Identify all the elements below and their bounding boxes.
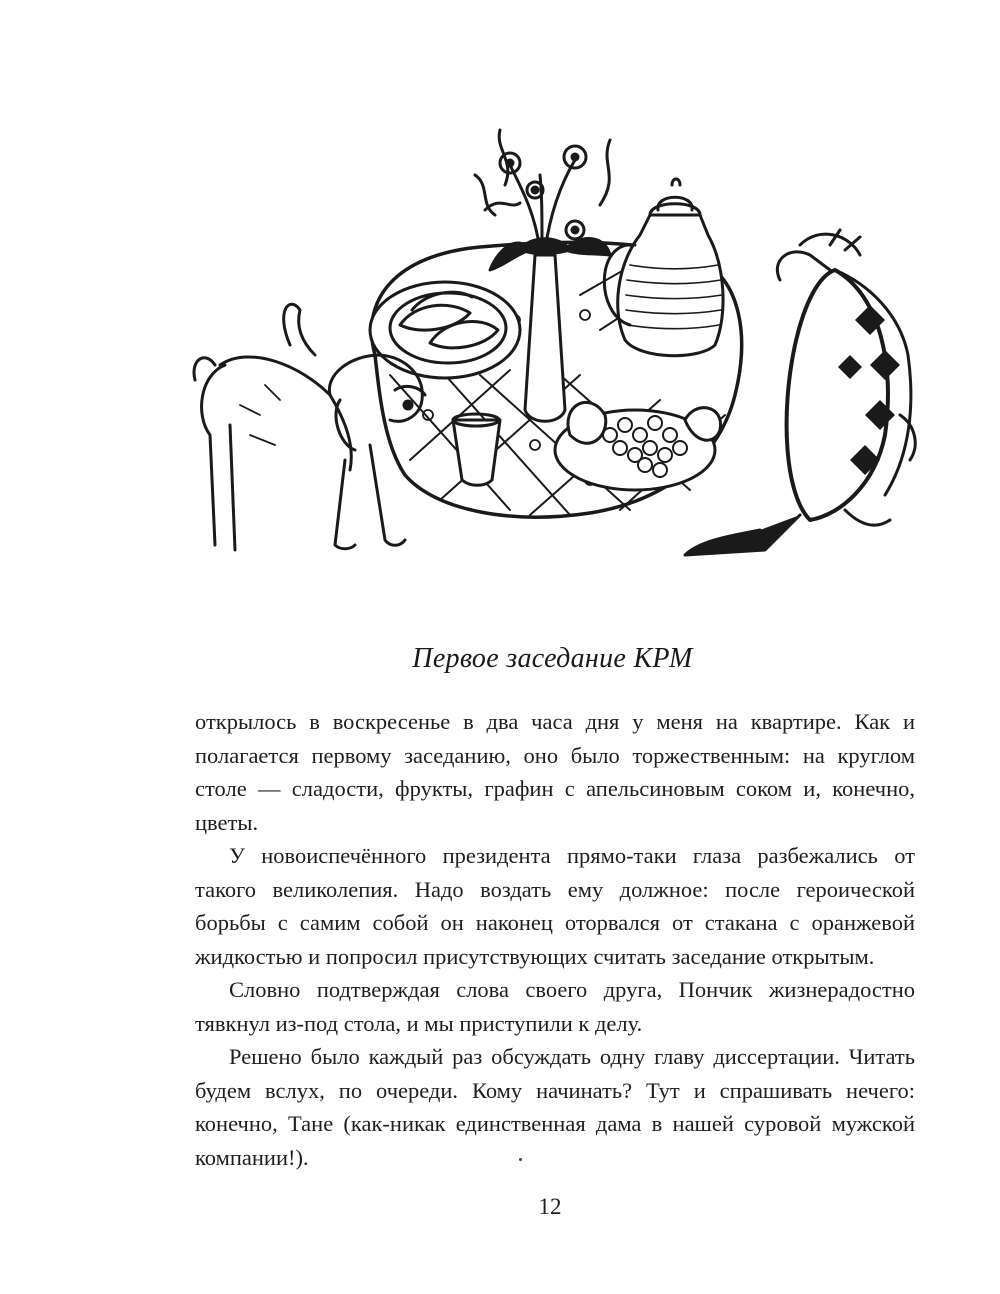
page-number: 12 [538, 1194, 562, 1219]
paragraph: У новоиспечённого президента прямо-таки глаза разбежались от такого великолепия. Надо воздать ему должное: после героической борьбы с самим собой он наконец оторвался от стакана с оранжевой жидкостью и попросил присутствующих считать заседание открытым. [195, 843, 915, 969]
juice-jug [604, 179, 723, 356]
paragraph: Решено было каждый раз обсуждать одну главу диссертации. Читать будем вслух, по очереди. Кому начинать? Тут и спрашивать нечего: конечно, Тане (как-никак единственная дама в нашей суровой мужской компании!). [195, 1044, 915, 1170]
paragraph: Словно подтверждая слова своего друга, Пончик жизнерадостно тявкнул из-под стола, и мы приступили к делу. [195, 977, 915, 1036]
chapter-title: Первое заседание КРМ [412, 643, 693, 674]
print-speck [519, 1158, 522, 1161]
fruit-bowl [555, 402, 721, 490]
juice-glass [453, 414, 500, 485]
pastry-plate [370, 282, 520, 378]
paragraph: открылось в воскресенье в два часа дня у меня на квартире. Как и полагается первому заседанию, оно было торжественным: на круглом столе — сладости, фрукты, графин с апельсиновым соком и, конечно, цветы. [195, 709, 915, 835]
body-text [195, 705, 915, 1174]
chapter-illustration [180, 115, 925, 565]
flower-vase [475, 130, 610, 421]
